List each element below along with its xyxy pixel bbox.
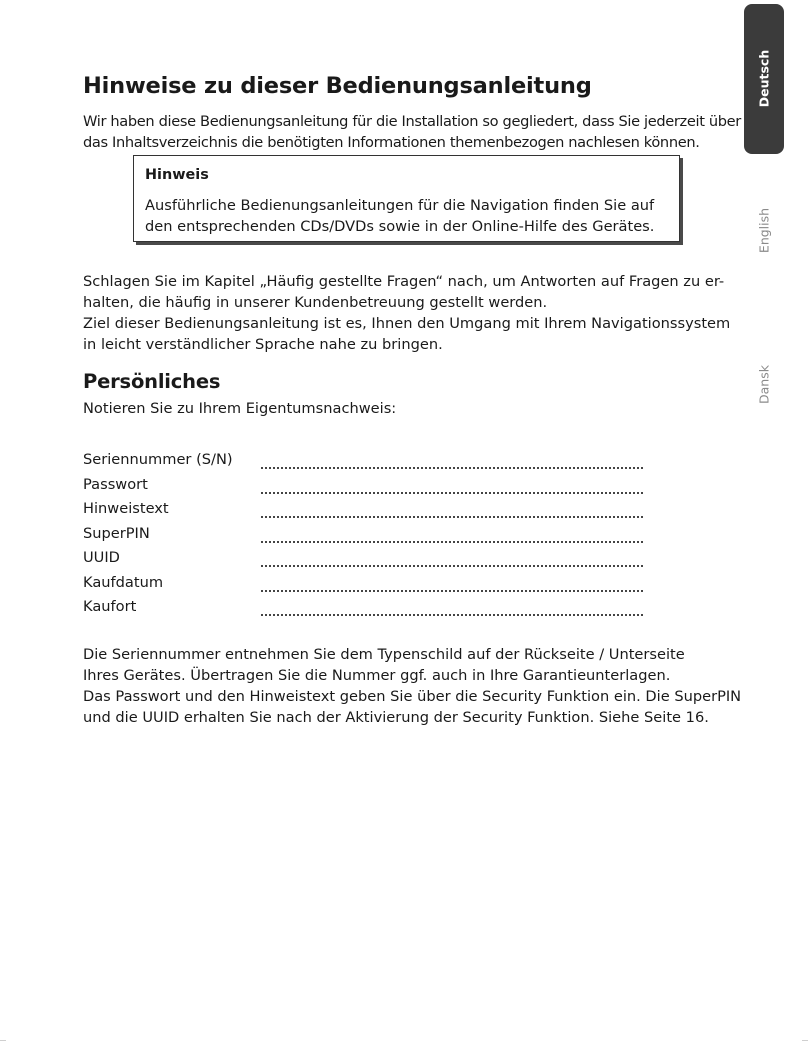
field-row-superpin <box>83 523 643 548</box>
dotted-fill-line <box>261 479 643 494</box>
ownership-intro: Notieren Sie zu Ihrem Eigentumsnachweis: <box>83 400 397 417</box>
dotted-fill-line <box>261 601 643 616</box>
field-label: Passwort <box>83 475 148 493</box>
field-row-hint <box>83 498 643 523</box>
field-row-password <box>83 474 643 499</box>
page-title: Hinweise zu dieser Bedienungsanleitung <box>83 73 592 99</box>
field-row-purchase-place <box>83 596 643 621</box>
field-label: Seriennummer (S/N) <box>83 451 233 468</box>
dotted-fill-line <box>261 552 643 567</box>
note-box <box>133 155 680 242</box>
ownership-fields <box>83 449 643 621</box>
field-label: Hinweistext <box>83 500 169 517</box>
note-title: Hinweis <box>145 167 209 183</box>
field-row-serial <box>83 449 643 474</box>
language-tab-deutsch: Deutsch <box>756 49 772 108</box>
field-label: SuperPIN <box>83 524 150 542</box>
dotted-fill-line <box>261 528 643 543</box>
serial-paragraph: Die Seriennummer entnehmen Sie dem Typenschild auf der Rückseite / Unterseite Ihres Gerätes. Übertragen Sie die Nummer ggf. auch in Ihre Garantieunterlagen. <box>83 646 685 684</box>
dotted-fill-line <box>261 454 643 469</box>
password-paragraph: Das Passwort und den Hinweistext geben Sie über die Security Funktion ein. Die SuperPIN und die UUID erhalten Sie nach der Aktivierung der Security Funktion. Siehe Seite 16. <box>83 688 742 726</box>
section-heading-personal: Persönliches <box>83 370 221 393</box>
note-text: Ausführliche Bedienungsanleitungen für die Navigation finden Sie auf den entsprechenden CDs/DVDs sowie in der Online-Hilfe des Gerätes. <box>145 197 655 235</box>
dotted-fill-line <box>261 503 643 518</box>
intro-paragraph: Wir haben diese Bedienungsanleitung für die Installation so gegliedert, dass Sie jederzeit über das Inhaltsverzeichnis die benötigten Informationen themenbezogen nachlesen können. <box>83 113 741 151</box>
field-row-purchase-date <box>83 572 643 597</box>
language-tab-dansk: Dansk <box>756 365 772 404</box>
language-tab-english: English <box>756 207 772 254</box>
goal-paragraph: Ziel dieser Bedienungsanleitung ist es, Ihnen den Umgang mit Ihrem Navigationssystem in leicht verständlicher Sprache nahe zu bringen. <box>83 315 731 353</box>
field-label: UUID <box>83 549 120 566</box>
field-row-uuid <box>83 547 643 572</box>
language-tabs <box>744 0 808 1045</box>
dotted-fill-line <box>261 577 643 592</box>
field-label: Kaufort <box>83 598 137 615</box>
field-label: Kaufdatum <box>83 573 164 591</box>
faq-paragraph: Schlagen Sie im Kapitel „Häufig gestellte Fragen“ nach, um Antworten auf Fragen zu er-halten, die häufig in unserer Kundenbetreuung gestellt werden. <box>83 273 725 311</box>
crop-mark <box>0 1040 6 1041</box>
crop-mark <box>802 1040 808 1041</box>
